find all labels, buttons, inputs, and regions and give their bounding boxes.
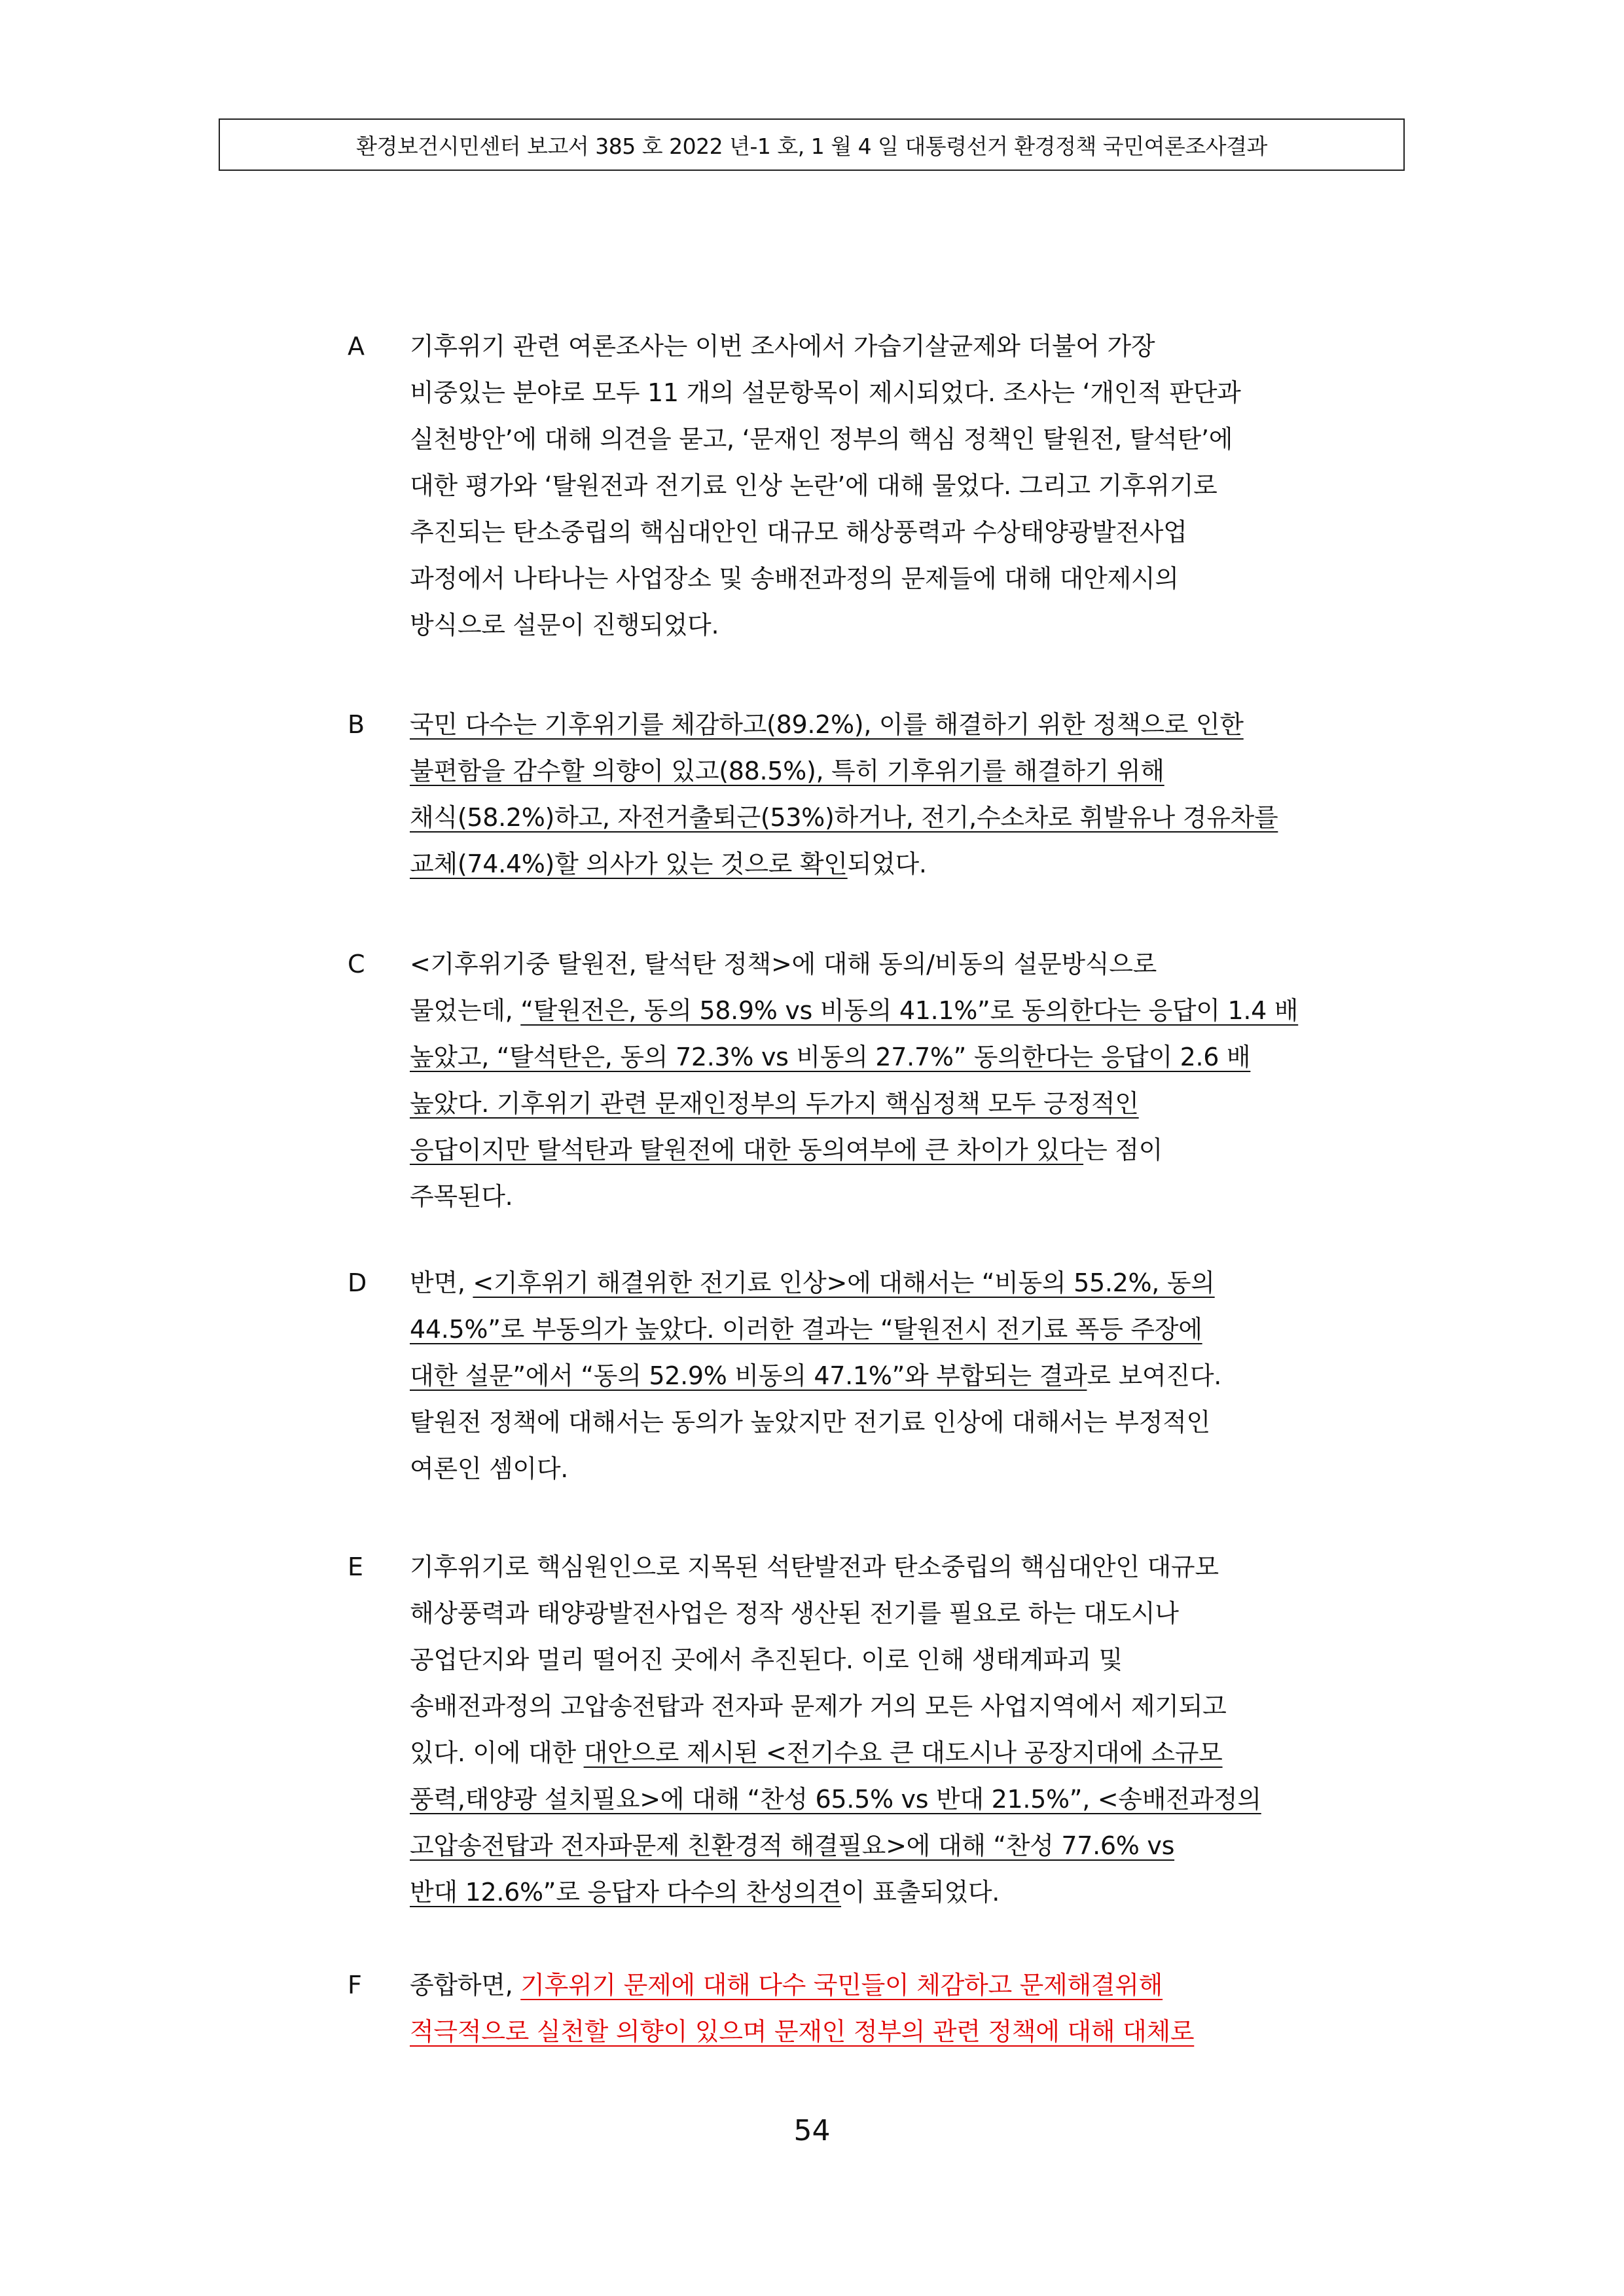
paragraph-line: [410, 941, 1405, 988]
plain-text: 송배전과정의 고압송전탑과 전자파 문제가 거의 모든 사업지역에서 제기되고: [410, 1692, 1227, 1721]
section-marker: C: [348, 950, 365, 978]
underlined-text: <기후위기 해결위한 전기료 인상>에 대해서는 “비동의 55.2%, 동의: [473, 1268, 1215, 1297]
underlined-text: 풍력,태양광 설치필요>에 대해 “찬성 65.5% vs 반대 21.5%”, <송배전과정의: [410, 1785, 1261, 1814]
paragraph-line: [410, 795, 1405, 841]
paragraph-line: [410, 1081, 1405, 1127]
section-marker: B: [348, 710, 365, 739]
page-number: 54: [793, 2114, 831, 2147]
plain-text: 탈원전 정책에 대해서는 동의가 높았지만 전기료 인상에 대해서는 부정적인: [410, 1408, 1210, 1437]
paragraph-line: [410, 2009, 1405, 2055]
underlined-text: 높았다. 기후위기 관련 문재인정부의 두가지 핵심정책 모두 긍정적인: [410, 1089, 1139, 1118]
section-marker: E: [348, 1552, 364, 1581]
underlined-text: 응답이지만 탈석탄과 탈원전에 대한 동의여부에 큰 차이가 있다: [410, 1136, 1084, 1164]
paragraph-line: [410, 1306, 1405, 1353]
underlined-text: 높았고, “탈석탄은, 동의 72.3% vs 비동의 27.7%” 동의한다는 응답이 2.6 배: [410, 1043, 1251, 1071]
paragraph-line: [410, 1127, 1405, 1174]
paragraph-line: [410, 841, 1405, 888]
underlined-text: 대안으로 제시된 <전기수요 큰 대도시나 공장지대에 소규모: [583, 1738, 1223, 1767]
underlined-text: 고압송전탑과 전자파문제 친환경적 해결필요>에 대해 “찬성 77.6% vs: [410, 1831, 1175, 1860]
plain-text: 는 점이: [1083, 1136, 1163, 1164]
underlined-text: 채식(58.2%)하고, 자전거출퇴근(53%)하거나, 전기,수소차로 휘발유나 경유차를: [410, 803, 1278, 832]
underlined-text: “탈원전은, 동의 58.9% vs 비동의 41.1%”로 동의한다는 응답이 1.4 배: [520, 996, 1299, 1025]
paragraph-line: [410, 1034, 1405, 1081]
plain-text: 기후위기로 핵심원인으로 지목된 석탄발전과 탄소중립의 핵심대안인 대규모: [410, 1552, 1219, 1581]
report-header: 환경보건시민센터 보고서 385 호 2022 년-1 호, 1 월 4 일 대통령선거 환경정책 국민여론조사결과: [219, 118, 1405, 171]
paragraph-line: [410, 1446, 1405, 1492]
paragraph-line: [410, 1730, 1405, 1776]
underlined-text: 반대 12.6%”로 응답자 다수의 찬성의견: [410, 1878, 842, 1907]
plain-text: 여론인 셈이다.: [410, 1454, 569, 1483]
underlined-text: 국민 다수는 기후위기를 체감하고(89.2%), 이를 해결하기 위한 정책으로 인한: [410, 710, 1244, 739]
plain-text: 해상풍력과 태양광발전사업은 정작 생산된 전기를 필요로 하는 대도시나: [410, 1599, 1179, 1628]
paragraph-line: [410, 702, 1405, 748]
paragraph-line: [410, 748, 1405, 795]
underlined-text: 대한 설문”에서 “동의 52.9% 비동의 47.1%”와 부합되는 결과: [410, 1361, 1087, 1390]
plain-text: 되었다.: [847, 850, 927, 878]
paragraph-line: [410, 1823, 1405, 1869]
paragraph-line: [410, 1260, 1405, 1306]
paragraph-line: [410, 1590, 1405, 1637]
paragraph-line: 기후위기 관련 여론조사는 이번 조사에서 가습기살균제와 더불어 가장: [410, 332, 1155, 361]
underlined-text: 불편함을 감수할 의향이 있고(88.5%), 특히 기후위기를 해결하기 위해: [410, 757, 1164, 785]
plain-text: 이 표출되었다.: [841, 1878, 1000, 1907]
plain-text: 반면,: [410, 1268, 473, 1297]
paragraph-line: 방식으로 설문이 진행되었다.: [410, 611, 719, 639]
highlighted-text: 적극적으로 실천할 의향이 있으며 문재인 정부의 관련 정책에 대해 대체로: [410, 2017, 1195, 2046]
plain-text: <기후위기중 탈원전, 탈석탄 정책>에 대해 동의/비동의 설문방식으로: [410, 950, 1157, 978]
underlined-text: 44.5%”로 부동의가 높았다. 이러한 결과는 “탈원전시 전기료 폭등 주장에: [410, 1315, 1202, 1344]
paragraph-line: [410, 1353, 1405, 1399]
paragraph-line: 과정에서 나타나는 사업장소 및 송배전과정의 문제들에 대해 대안제시의: [410, 564, 1179, 593]
paragraph-line: [410, 988, 1405, 1034]
paragraph-line: [410, 1776, 1405, 1823]
underlined-text: 교체(74.4%)할 의사가 있는 것으로 확인: [410, 850, 848, 878]
plain-text: 종합하면,: [410, 1971, 521, 2000]
section-marker: F: [348, 1971, 362, 2000]
plain-text: 주목된다.: [410, 1182, 513, 1211]
paragraph-line: 추진되는 탄소중립의 핵심대안인 대규모 해상풍력과 수상태양광발전사업: [410, 518, 1187, 547]
section-marker: A: [348, 332, 365, 361]
paragraph-line: [410, 1637, 1405, 1683]
highlighted-text: 기후위기 문제에 대해 다수 국민들이 체감하고 문제해결위해: [520, 1971, 1163, 2000]
paragraph-line: [410, 1869, 1405, 1916]
paragraph-line: [410, 1544, 1405, 1590]
paragraph-line: [410, 1399, 1405, 1446]
paragraph-line: [410, 1962, 1405, 2009]
plain-text: 있다. 이에 대한: [410, 1738, 584, 1767]
paragraph-line: 비중있는 분야로 모두 11 개의 설문항목이 제시되었다. 조사는 ‘개인적 판단과: [410, 378, 1241, 407]
paragraph-line: 대한 평가와 ‘탈원전과 전기료 인상 논란’에 대해 물었다. 그리고 기후위기로: [410, 471, 1218, 500]
paragraph-line: [410, 1683, 1405, 1730]
section-marker: D: [348, 1268, 367, 1297]
paragraph-line: [410, 1174, 1405, 1220]
plain-text: 공업단지와 멀리 떨어진 곳에서 추진된다. 이로 인해 생태계파괴 및: [410, 1645, 1123, 1674]
paragraph-line: 실천방안’에 대해 의견을 묻고, ‘문재인 정부의 핵심 정책인 탈원전, 탈석탄’에: [410, 425, 1233, 454]
plain-text: 로 보여진다.: [1087, 1361, 1222, 1390]
plain-text: 물었는데,: [410, 996, 521, 1025]
